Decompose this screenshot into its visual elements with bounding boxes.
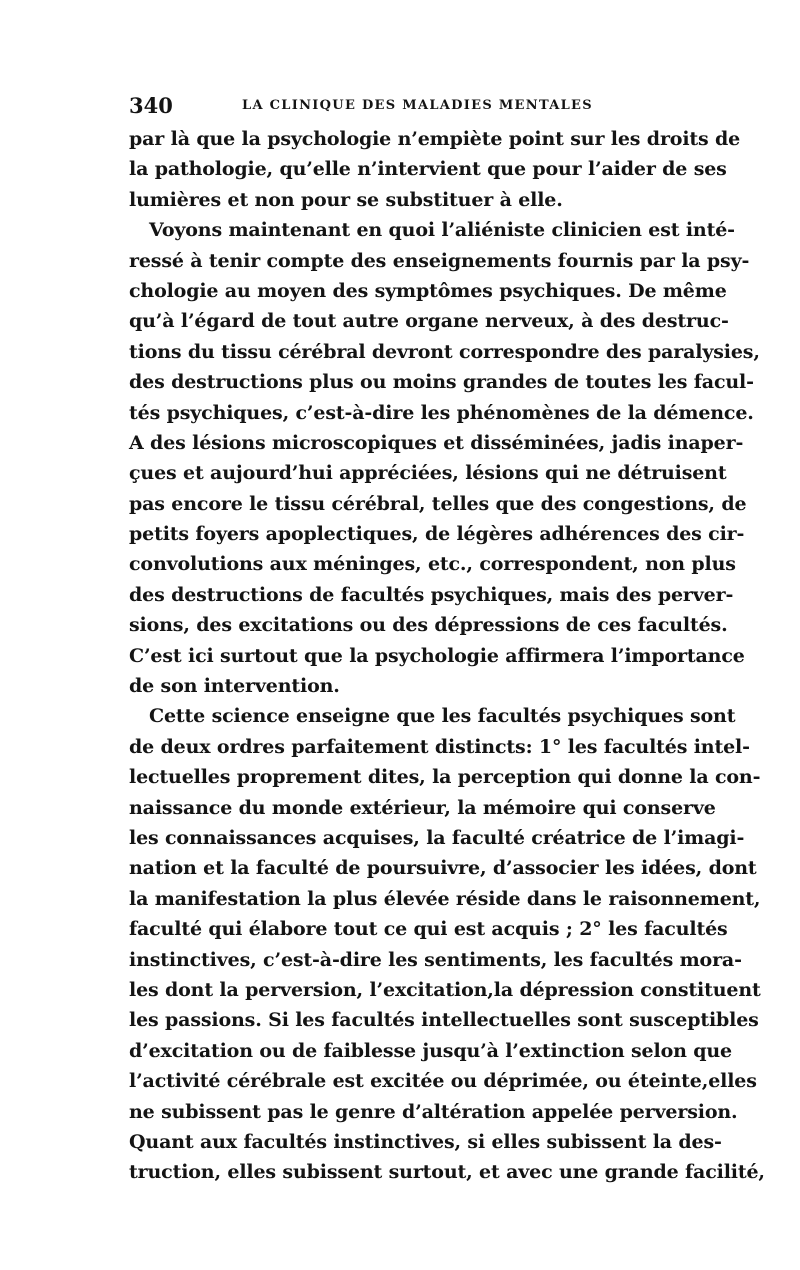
text-line: les passions. Si les facultés intellectuelles sont susceptibles: [129, 1009, 759, 1032]
body-text: [129, 124, 765, 1188]
text-line: tés psychiques, c’est-à-dire les phénomènes de la démence.: [129, 401, 754, 424]
text-line: qu’à l’égard de tout autre organe nerveux, à des destruc-: [129, 310, 729, 333]
text-line: les connaissances acquises, la faculté créatrice de l’imagi-: [129, 826, 745, 849]
text-line: Quant aux facultés instinctives, si elles subissent la des-: [129, 1130, 722, 1153]
text-line: la manifestation la plus élevée réside dans le raisonnement,: [129, 887, 761, 910]
text-line: les dont la perversion, l’excitation,la dépression constituent: [129, 978, 761, 1001]
text-line: C’est ici surtout que la psychologie affirmera l’importance: [129, 644, 745, 667]
text-line: de son intervention.: [129, 675, 340, 698]
text-line: petits foyers apoplectiques, de légères adhérences des cir-: [129, 523, 745, 546]
text-line: faculté qui élabore tout ce qui est acquis ; 2° les facultés: [129, 918, 728, 941]
text-line: par là que la psychologie n’empiète point sur les droits de: [129, 128, 741, 150]
text-line: çues et aujourd’hui appréciées, lésions qui ne détruisent: [129, 462, 727, 485]
text-line: pas encore le tissu cérébral, telles que des congestions, de: [129, 492, 747, 515]
running-title: LA CLINIQUE DES MALADIES MENTALES: [242, 98, 593, 113]
text-line: nation et la faculté de poursuivre, d’associer les idées, dont: [129, 857, 757, 880]
text-line: l’activité cérébrale est excitée ou déprimée, ou éteinte,elles: [129, 1070, 757, 1093]
text-line: sions, des excitations ou des dépressions de ces facultés.: [129, 614, 728, 637]
text-line: Voyons maintenant en quoi l’aliéniste clinicien est inté-: [149, 219, 735, 242]
text-line: de deux ordres parfaitement distincts: 1° les facultés intel-: [129, 735, 750, 758]
text-line: la pathologie, qu’elle n’intervient que pour l’aider de ses: [129, 158, 727, 181]
text-line: convolutions aux méninges, etc., correspondent, non plus: [129, 553, 736, 576]
text-line: des destructions plus ou moins grandes de toutes les facul-: [129, 371, 754, 394]
text-line: d’excitation ou de faiblesse jusqu’à l’extinction selon que: [129, 1039, 732, 1062]
text-line: lumières et non pour se substituer à elle.: [129, 188, 563, 211]
text-line: Cette science enseigne que les facultés psychiques sont: [149, 705, 736, 728]
text-line: tions du tissu cérébral devront correspondre des paralysies,: [129, 340, 760, 363]
text-line: naissance du monde extérieur, la mémoire qui conserve: [129, 796, 716, 819]
page-header: [129, 94, 675, 118]
text-line: instinctives, c’est-à-dire les sentiments, les facultés mora-: [129, 948, 742, 971]
text-line: ressé à tenir compte des enseignements fournis par la psy-: [129, 249, 750, 272]
text-line: ne subissent pas le genre d’altération appelée perversion.: [129, 1100, 738, 1123]
text-line: lectuelles proprement dites, la perception qui donne la con-: [129, 766, 761, 789]
text-line: des destructions de facultés psychiques, mais des perver-: [129, 583, 734, 606]
text-line: truction, elles subissent surtout, et avec une grande facilité,: [129, 1161, 765, 1184]
text-line: A des lésions microscopiques et disséminées, jadis inaper-: [129, 431, 744, 454]
text-line: chologie au moyen des symptômes psychiques. De même: [129, 279, 727, 302]
page-number: 340: [129, 93, 173, 118]
